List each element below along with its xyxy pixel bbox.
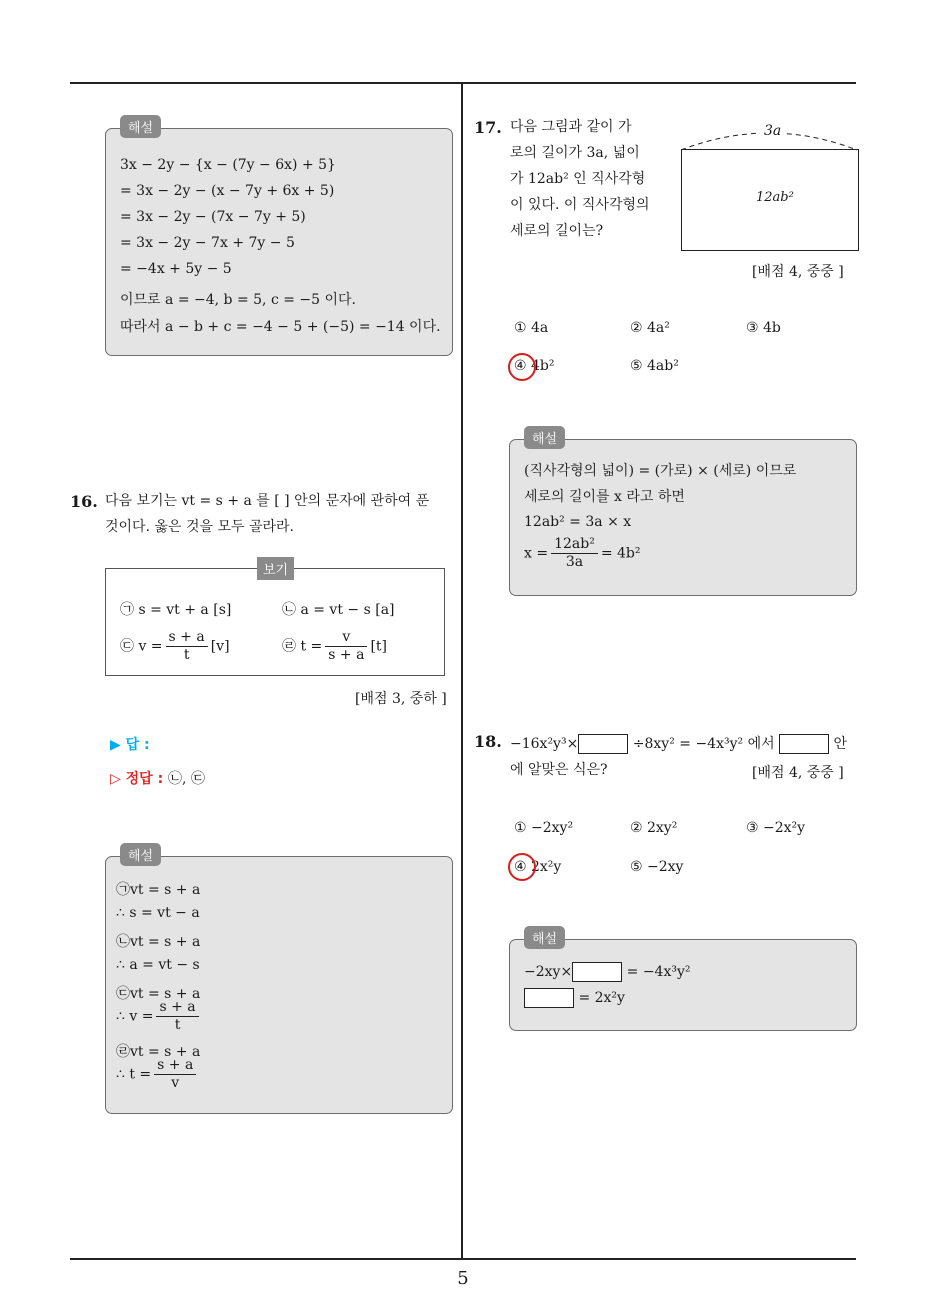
denominator: 3a [565,554,584,570]
denominator: t [183,647,190,663]
fraction [156,999,198,1034]
solution-line: ㉣vt = s + a [116,1044,201,1060]
solution-line [524,536,641,571]
solution-text: = 4b² [600,545,641,562]
correct-answer-circle [508,853,536,881]
solution-text: = −4x³y² [626,964,691,980]
choice-1[interactable]: ① −2xy² [514,820,574,836]
solution-line: ㉠vt = s + a [116,882,201,898]
solution-line: = 3x − 2y − (7x − 7y + 5) [120,209,306,225]
question-16-text [105,488,455,540]
fraction [166,629,208,664]
solution-line: 세로의 길이를 x 라고 하면 [524,489,685,505]
blank-box [578,734,628,754]
correct-label: ▷ 정답 : [110,771,164,787]
solution-text: = 2x²y [578,990,625,1006]
score-16: [배점 3, 중하 ] [355,691,447,707]
score-18: [배점 4, 중중 ] [752,765,844,781]
solution-text: ∴ v = [116,1008,154,1025]
choice-5[interactable]: ⑤ −2xy [630,859,684,875]
fraction [154,1057,196,1092]
choice-4[interactable]: ④ 2x²y [514,859,562,875]
page-number: 5 [457,1268,469,1289]
choice-2[interactable]: ② 4a² [630,320,670,336]
example-item-a: ㉠ s = vt + a [s] [120,602,232,618]
solution-line: 3x − 2y − {x − (7y − 6x) + 5} [120,157,336,173]
example-tag: 보기 [257,557,294,580]
fraction [325,629,367,664]
solution-line: ㉢vt = s + a [116,986,201,1002]
question-16-line2: 것이다. 옳은 것을 모두 골라라. [105,519,294,535]
solution-box-15 [105,121,453,356]
question-16-line1: 다음 보기는 vt = s + a 를 [ ] 안의 문자에 관하여 푼 [105,493,430,509]
top-rule [70,82,856,84]
column-divider [461,83,463,1259]
fraction [551,536,598,571]
correct-answer [110,768,205,788]
example-item-d [282,629,387,664]
question-18-mid: ÷8xy² = −4x³y² 에서 [632,736,775,752]
bottom-rule [70,1258,856,1260]
solution-line: = −4x + 5y − 5 [120,261,232,277]
solution-box-18 [509,932,857,1031]
question-17-text [510,114,670,244]
figure-area-label: 12ab² [756,190,794,205]
question-number-17: 17. [474,118,502,137]
solution-line: = 3x − 2y − (x − 7y + 6x + 5) [120,183,335,199]
solution-line: ㉡vt = s + a [116,934,201,950]
numerator: s + a [154,1057,196,1075]
solution-line: ∴ s = vt − a [116,905,200,921]
example-item-c-label: ㉢ v = [120,638,163,655]
choice-5[interactable]: ⑤ 4ab² [630,358,679,374]
solution-tag: 해설 [524,926,565,949]
solution-text: −2xy× [524,964,573,980]
question-18-pre: −16x²y³× [510,736,579,752]
denominator: v [171,1075,180,1091]
numerator: 12ab² [551,536,598,554]
correct-value: ㉡, ㉢ [168,771,205,787]
question-17-line: 이 있다. 이 직사각형의 [510,197,650,213]
numerator: s + a [156,999,198,1017]
choice-3[interactable]: ③ −2x²y [746,820,806,836]
solution-line: 12ab² = 3a × x [524,514,632,530]
solution-line [524,962,691,982]
solution-box-17 [509,432,857,596]
question-17-line: 가 12ab² 인 직사각형 [510,171,646,187]
solution-line: = 3x − 2y − 7x + 7y − 5 [120,235,295,251]
answer-label: ▶ 답 : [110,737,150,753]
question-18-text [510,731,847,757]
solution-tag: 해설 [120,843,161,866]
solution-line: ∴ a = vt − s [116,957,200,973]
solution-line [524,988,625,1008]
choice-3[interactable]: ③ 4b [746,320,781,336]
solution-line: (직사각형의 넓이) = (가로) × (세로) 이므로 [524,463,797,479]
choice-1[interactable]: ① 4a [514,320,549,336]
score-17: [배점 4, 중중 ] [752,264,844,280]
question-17-line: 로의 길이가 3a, 넓이 [510,145,640,161]
example-item-b: ㉡ a = vt − s [a] [282,602,395,618]
blank-box [524,988,574,1008]
blank-box [572,962,622,982]
question-17-line: 세로의 길이는? [510,223,604,239]
question-number-16: 16. [70,492,98,511]
choice-4[interactable]: ④ 4b² [514,358,555,374]
question-18-line2: 에 알맞은 식은? [510,762,608,778]
solution-text: x = [524,545,549,562]
example-box [105,563,445,676]
solution-tag: 해설 [524,426,565,449]
blank-box [779,734,829,754]
correct-answer-circle [508,353,536,381]
choice-2[interactable]: ② 2xy² [630,820,678,836]
question-number-18: 18. [474,732,502,751]
solution-line [116,999,202,1034]
question-18-post: 안 [833,736,848,752]
solution-box-16 [105,849,453,1114]
denominator: s + a [328,647,365,663]
question-17-line: 다음 그림과 같이 가 [510,119,632,135]
example-item-d-tail: [t] [370,638,387,655]
example-item-c-tail: [v] [210,638,230,655]
numerator: s + a [166,629,208,647]
numerator: v [325,629,367,647]
example-item-d-label: ㉣ t = [282,638,323,655]
rectangle-figure [681,149,859,251]
example-item-c [120,629,230,664]
solution-line: 따라서 a − b + c = −4 − 5 + (−5) = −14 이다. [120,319,441,335]
figure-width-label: 3a [760,123,785,139]
solution-tag: 해설 [120,115,161,138]
solution-line: 이므로 a = −4, b = 5, c = −5 이다. [120,292,356,308]
solution-text: ∴ t = [116,1066,152,1083]
solution-line [116,1057,199,1092]
denominator: t [174,1017,181,1033]
